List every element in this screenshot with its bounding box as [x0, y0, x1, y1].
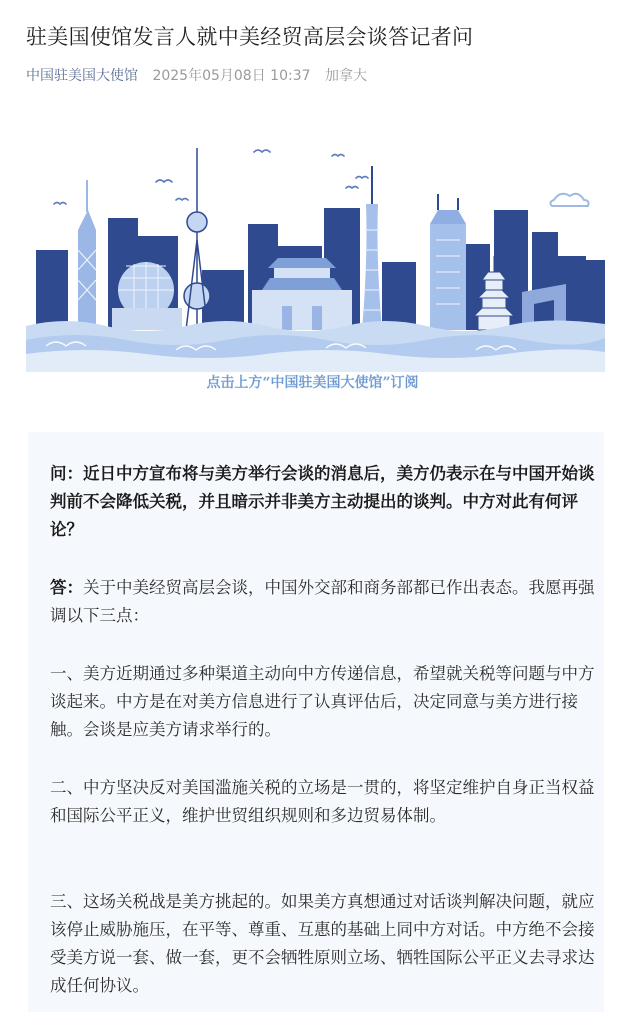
point-one-paragraph: 一、美方近期通过多种渠道主动向中方传递信息，希望就关税等问题与中方谈起来。中方是在对美方信息进行了认真评估后，决定同意与美方进行接触。会谈是应美方请求举行的。 — [50, 664, 595, 739]
cloud-ornament-icon — [550, 194, 588, 206]
source-link[interactable]: 中国驻美国大使馆 — [26, 68, 138, 84]
point-three-paragraph: 三、这场关税战是美方挑起的。如果美方真想通过对话谈判解决问题，就应该停止威胁施压，在平等、尊重、互惠的基础上同中方对话。中方绝不会接受美方说一套、做一套，更不会牺牲原则立场、牺牲国际公平正义去寻求达成任何协议。 — [50, 892, 595, 995]
publish-location: 加拿大 — [324, 68, 367, 84]
question-paragraph: 问：近日中方宣布将与美方举行会谈的消息后，美方仍表示在与中国开始谈判前不会降低关税，并且暗示并非美方主动提出的谈判。中方对此有何评论？ — [50, 464, 595, 539]
subscribe-prompt[interactable]: 点击上方“中国驻美国大使馆”订阅 — [206, 375, 419, 391]
answer-label: 答： — [50, 578, 83, 597]
skyline-banner-image — [26, 140, 605, 372]
publish-datetime: 2025年05月08日 10:37 — [152, 68, 311, 84]
article-meta — [26, 66, 367, 86]
article-title: 驻美国使馆发言人就中美经贸高层会谈答记者问 — [26, 25, 474, 49]
birds-icon — [54, 150, 368, 204]
answer-paragraph — [50, 574, 595, 630]
answer-intro-text: 关于中美经贸高层会谈，中国外交部和商务部都已作出表态。我愿再强调以下三点： — [50, 578, 595, 625]
point-two-paragraph: 二、中方坚决反对美国滥施关税的立场是一贯的，将坚定维护自身正当权益和国际公平正义，维护世贸组织规则和多边贸易体制。 — [50, 778, 595, 825]
